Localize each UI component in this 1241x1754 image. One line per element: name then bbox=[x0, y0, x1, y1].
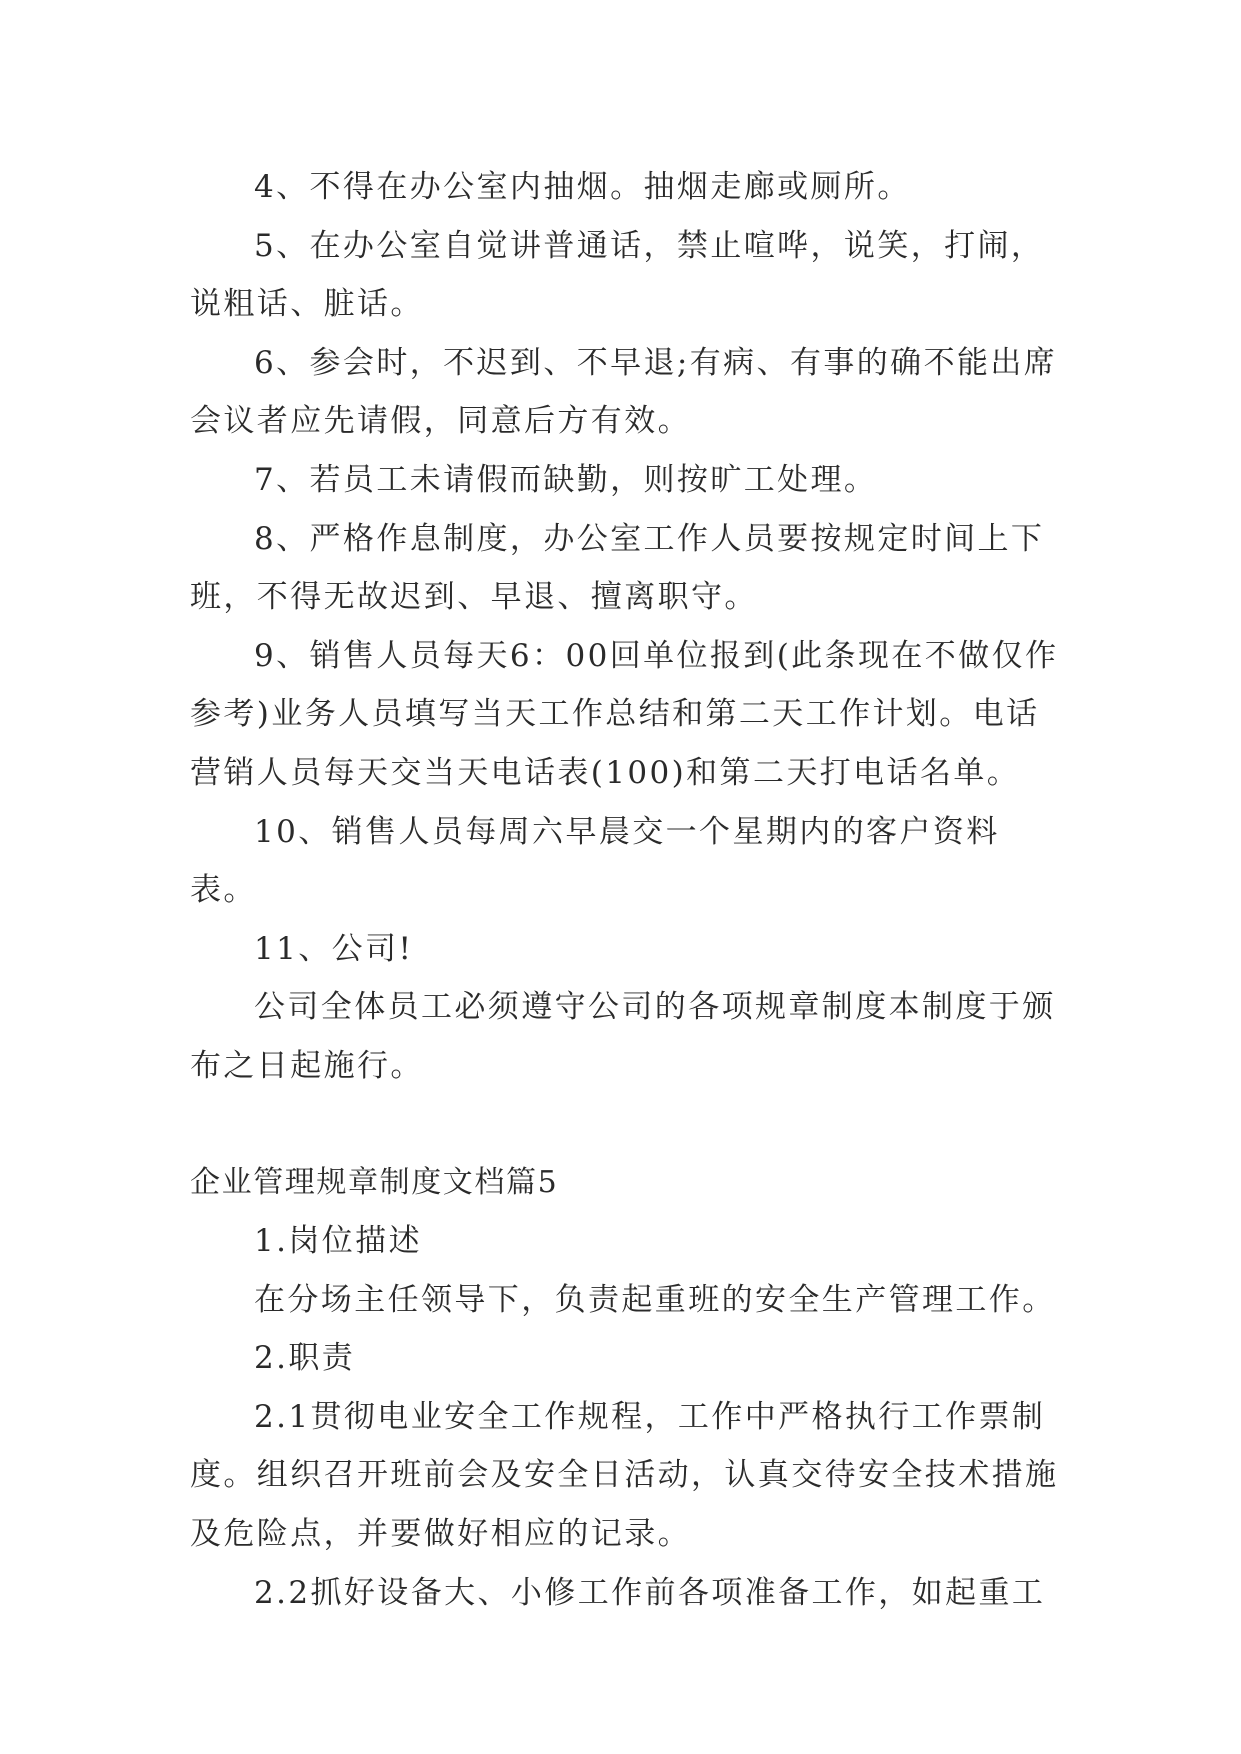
duties-heading: 2.职责 bbox=[254, 1340, 356, 1377]
rule-9-paragraph: 9、销售人员每天6：00回单位报到(此条现在不做仅作参考)业务人员填写当天工作总结和第二天工作计划。电话营销人员每天交当天电话表(100)和第二天打电话名单。 bbox=[190, 637, 1059, 791]
document-body bbox=[190, 158, 1060, 1622]
section-heading: 企业管理规章制度文档篇5 bbox=[190, 1164, 559, 1200]
rule-8-paragraph: 8、严格作息制度，办公室工作人员要按规定时间上下班，不得无故迟到、早退、擅离职守。 bbox=[190, 520, 1045, 616]
rule-7-paragraph: 7、若员工未请假而缺勤，则按旷工处理。 bbox=[254, 461, 878, 498]
duty-2-1-paragraph: 2.1贯彻电业安全工作规程，工作中严格执行工作票制度。组织召开班前会及安全日活动，认真交待安全技术措施及危险点，并要做好相应的记录。 bbox=[190, 1398, 1059, 1553]
closing-paragraph: 公司全体员工必须遵守公司的各项规章制度本制度于颁布之日起施行。 bbox=[190, 989, 1056, 1084]
job-description-heading: 1.岗位描述 bbox=[254, 1223, 422, 1260]
job-description-text: 在分场主任领导下，负责起重班的安全生产管理工作。 bbox=[254, 1281, 1056, 1318]
rule-4-paragraph: 4、不得在办公室内抽烟。抽烟走廊或厕所。 bbox=[254, 169, 911, 205]
rule-5-paragraph: 5、在办公室自觉讲普通话，禁止喧哗，说笑，打闹，说粗话、脏话。 bbox=[190, 227, 1045, 323]
duty-2-2-paragraph: 2.2抓好设备大、小修工作前各项准备工作，如起重工 bbox=[254, 1574, 1046, 1611]
rule-11-paragraph: 11、公司! bbox=[254, 930, 414, 967]
rule-6-paragraph: 6、参会时，不迟到、不早退;有病、有事的确不能出席会议者应先请假，同意后方有效。 bbox=[190, 344, 1058, 440]
rule-10-paragraph: 10、销售人员每周六早晨交一个星期内的客户资料表。 bbox=[190, 813, 1000, 909]
section-spacer bbox=[190, 1096, 1060, 1154]
